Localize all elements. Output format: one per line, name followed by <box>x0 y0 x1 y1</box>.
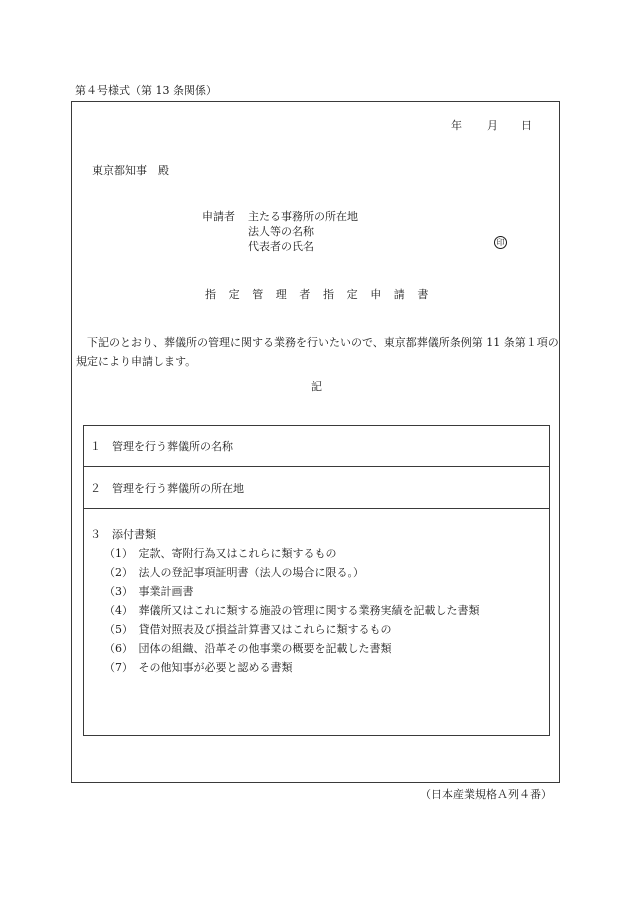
list-item: （2） 法人の登記事項証明書（法人の場合に限る。） <box>104 566 364 579</box>
paper-size-note: （日本産業規格Ａ列４番） <box>420 788 552 801</box>
seal-icon: 印 <box>494 236 507 249</box>
list-item: （7） その他知事が必要と認める書類 <box>104 661 293 674</box>
applicant-organization-name: 法人等の名称 <box>248 225 314 238</box>
document-title: 指定管理者指定申請書 <box>205 288 441 301</box>
list-item: （6） 団体の組織、沿革その他事業の概要を記載した書類 <box>104 642 392 655</box>
form-number: 第４号様式（第 13 条関係） <box>75 84 217 97</box>
applicant-representative-name: 代表者の氏名 <box>248 240 314 253</box>
list-item: （1） 定款、寄附行為又はこれらに類するもの <box>104 547 337 560</box>
list-item: （5） 貸借対照表及び損益計算書又はこれらに類するもの <box>104 623 392 636</box>
date-month: 月 <box>487 119 498 132</box>
date-day: 日 <box>521 119 532 132</box>
table-divider <box>83 466 550 467</box>
list-item: （3） 事業計画書 <box>104 585 194 598</box>
body-paragraph: 下記のとおり、葬儀所の管理に関する業務を行いたいので、東京都葬儀所条例第 11 条第１項の規定により申請します。 <box>76 336 559 368</box>
date-year: 年 <box>451 119 462 132</box>
section-facility-location: ２ 管理を行う葬儀所の所在地 <box>90 482 244 495</box>
section-attachments-heading: ３ 添付書類 <box>90 528 156 541</box>
table-divider <box>83 508 550 509</box>
list-item: （4） 葬儀所又はこれに類する施設の管理に関する業務実績を記載した書類 <box>104 604 480 617</box>
addressee: 東京都知事 殿 <box>92 164 169 177</box>
section-facility-name: １ 管理を行う葬儀所の名称 <box>90 440 233 453</box>
details-table <box>83 425 550 736</box>
applicant-office-address: 主たる事務所の所在地 <box>248 210 358 223</box>
applicant-label: 申請者 <box>202 210 235 223</box>
ki-heading: 記 <box>311 380 322 393</box>
